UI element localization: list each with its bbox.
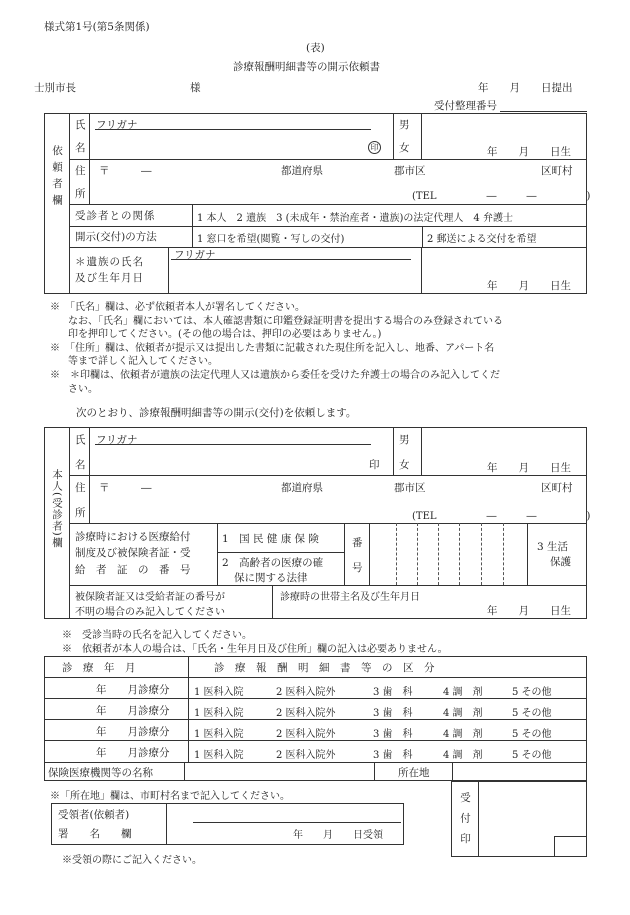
bottom-note: ※受領の際にご記入ください。 xyxy=(62,855,202,866)
stamp-small-box xyxy=(554,836,587,857)
method-option-counter[interactable]: 1 窓口を希望(閲覧・写しの交付) xyxy=(197,234,345,245)
name-label: 氏 xyxy=(75,119,86,131)
note-line: さい。 xyxy=(68,384,98,395)
receipt-number-label: 受付整理番号 xyxy=(434,100,497,112)
note-line: 印を押印してください。(その他の場合は、押印の必要はありません。) xyxy=(68,329,382,340)
option-dental[interactable]: 3 歯 科 xyxy=(373,708,413,719)
unknown-number-label: 被保険者証又は受給者証の番号が xyxy=(75,592,225,603)
option-dental[interactable]: 3 歯 科 xyxy=(373,729,413,740)
receiver-label: 署 名 欄 xyxy=(58,828,132,840)
phone-field[interactable]: (TEL ― ― ) xyxy=(412,511,591,522)
option-inpatient[interactable]: 1 医科入院 xyxy=(194,687,244,698)
receipt-date-field[interactable]: 年 月 日受領 xyxy=(293,830,383,841)
row-month[interactable]: 年 月診療分 xyxy=(96,747,170,759)
option-pharmacy[interactable]: 4 調 剤 xyxy=(443,729,483,740)
insurance-label: 給 者 証 の 番 号 xyxy=(75,564,191,576)
bereaved-furigana-field[interactable]: フリガナ xyxy=(174,249,216,261)
address-label: 所 xyxy=(75,188,86,200)
column-header-class: 診 療 報 酬 明 細 書 等 の 区 分 xyxy=(214,662,435,674)
note-line: ※ 「氏名」欄は、必ず依頼者本人が署名してください。 xyxy=(50,302,305,313)
option-dental[interactable]: 3 歯 科 xyxy=(373,687,413,698)
option-inpatient[interactable]: 1 医科入院 xyxy=(194,729,244,740)
receipt-number-line[interactable] xyxy=(500,111,587,112)
household-birth-field[interactable]: 年 月 日生 xyxy=(487,605,571,617)
submission-date[interactable]: 年 月 日提出 xyxy=(478,82,573,94)
option-outpatient[interactable]: 2 医科入院外 xyxy=(276,687,336,698)
address-label: 住 xyxy=(75,482,86,494)
address-label: 住 xyxy=(75,165,86,177)
prefecture-label: 都道府県 xyxy=(281,165,323,177)
city-label: 郡市区 xyxy=(394,165,426,177)
option-other[interactable]: 5 その他 xyxy=(512,729,552,740)
number-label: 番 xyxy=(352,537,363,549)
prefecture-label: 都道府県 xyxy=(281,482,323,494)
city-label: 郡市区 xyxy=(394,482,426,494)
note-line: なお、「氏名」欄においては、本人確認書類に印鑑登録証明書を提出する場合のみ登録されている xyxy=(68,316,503,327)
option-outpatient[interactable]: 2 医科入院外 xyxy=(276,729,336,740)
option-pharmacy[interactable]: 4 調 剤 xyxy=(443,687,483,698)
relation-options[interactable]: 1 本人 2 遺族 3 (未成年・禁治産者・遺族)の法定代理人 4 弁護士 xyxy=(197,213,513,224)
requester-furigana-field[interactable]: フリガナ xyxy=(96,119,138,131)
town-label: 区町村 xyxy=(541,165,573,177)
insurance-option-national[interactable]: 1 国 民 健 康 保 険 xyxy=(222,533,319,545)
bereaved-label: ＊遺族の氏名 xyxy=(75,256,144,268)
receiver-label: 受領者(依頼者) xyxy=(58,809,130,821)
row-month[interactable]: 年 月診療分 xyxy=(96,705,170,717)
phone-field[interactable]: (TEL ― ― ) xyxy=(412,191,591,202)
insurance-label: 制度及び被保険者証・受 xyxy=(75,547,191,559)
patient-furigana-field[interactable]: フリガナ xyxy=(96,434,138,446)
row-month[interactable]: 年 月診療分 xyxy=(96,684,170,696)
method-label: 開示(交付)の方法 xyxy=(75,231,157,243)
address-label: 所 xyxy=(75,507,86,519)
column-header-month: 診 療 年 月 xyxy=(62,662,136,674)
option-inpatient[interactable]: 1 医科入院 xyxy=(194,750,244,761)
name-label: 名 xyxy=(75,142,86,154)
note-line: ※ 「住所」欄は、依頼者が提示又は提出した書類に記載された現住所を記入し、地番、アパート名 xyxy=(50,343,495,354)
note-line: ※ 依頼者が本人の場合は、「氏名・生年月日及び住所」欄の記入は必要ありません。 xyxy=(62,644,448,655)
unknown-number-label: 不明の場合のみ記入してください xyxy=(75,607,225,618)
insurance-option-elderly[interactable]: 保に関する法律 xyxy=(234,572,308,584)
note-line: ※ 受診当時の氏名を記入してください。 xyxy=(62,630,252,641)
option-dental[interactable]: 3 歯 科 xyxy=(373,750,413,761)
option-outpatient[interactable]: 2 医科入院外 xyxy=(276,708,336,719)
gender-male[interactable]: 男 xyxy=(399,434,410,446)
detail-table xyxy=(44,656,587,781)
number-label: 号 xyxy=(352,562,363,574)
name-label: 名 xyxy=(75,459,86,471)
addressee: 士別市長 xyxy=(34,82,76,94)
welfare-option[interactable]: 3 生活 xyxy=(537,541,569,553)
town-label: 区町村 xyxy=(541,482,573,494)
request-sentence: 次のとおり、診療報酬明細書等の開示(交付)を依頼します。 xyxy=(76,407,357,419)
form-number: 様式第1号(第5条関係) xyxy=(44,21,150,33)
gender-female[interactable]: 女 xyxy=(399,459,410,471)
seal-icon: 印 xyxy=(368,141,381,154)
requester-table xyxy=(44,113,591,294)
option-pharmacy[interactable]: 4 調 剤 xyxy=(443,708,483,719)
location-label: 所在地 xyxy=(398,767,430,779)
gender-male[interactable]: 男 xyxy=(399,119,410,131)
option-other[interactable]: 5 その他 xyxy=(512,687,552,698)
requester-section-label: 依頼者欄 xyxy=(51,145,63,211)
option-pharmacy[interactable]: 4 調 剤 xyxy=(443,750,483,761)
seal-label: 印 xyxy=(369,459,380,471)
note-line: ※ ＊印欄は、依頼者が遺族の法定代理人又は遺族から委任を受けた弁護士の場合のみ記入してくだ xyxy=(50,370,500,381)
method-option-mail[interactable]: 2 郵送による交付を希望 xyxy=(427,234,537,245)
reception-stamp-label: 受付印 xyxy=(459,792,471,854)
bereaved-label: 及び生年月日 xyxy=(75,272,144,284)
option-other[interactable]: 5 その他 xyxy=(512,708,552,719)
postal-code-field[interactable]: 〒 ― xyxy=(99,482,152,494)
gender-female[interactable]: 女 xyxy=(399,142,410,154)
page-title: 診療報酬明細書等の開示依頼書 xyxy=(233,61,380,73)
insurance-label: 診療時における医療給付 xyxy=(75,531,191,543)
insurance-option-elderly[interactable]: 2 高齢者の医療の確 xyxy=(222,557,324,569)
addressee-suffix: 様 xyxy=(190,82,201,94)
postal-code-field[interactable]: 〒 ― xyxy=(99,165,152,177)
bereaved-birth-field[interactable]: 年 月 日生 xyxy=(487,280,571,292)
relation-label: 受診者との関係 xyxy=(75,210,156,222)
option-other[interactable]: 5 その他 xyxy=(512,750,552,761)
note-line: 等まで詳しく記入してください。 xyxy=(68,356,218,367)
option-outpatient[interactable]: 2 医科入院外 xyxy=(276,750,336,761)
patient-birth-field[interactable]: 年 月 日生 xyxy=(487,462,571,474)
form-side: (表) xyxy=(306,42,325,54)
household-label: 診療時の世帯主名及び生年月日 xyxy=(280,592,420,603)
institution-label: 保険医療機関等の名称 xyxy=(48,767,153,779)
requester-birth-field[interactable]: 年 月 日生 xyxy=(487,146,571,158)
patient-section-label: 本人(受診者)欄 xyxy=(51,469,63,549)
welfare-option[interactable]: 保護 xyxy=(550,556,571,568)
option-inpatient[interactable]: 1 医科入院 xyxy=(194,708,244,719)
location-note: ※「所在地」欄は、市町村名まで記入してください。 xyxy=(50,791,290,802)
patient-table xyxy=(44,427,591,619)
name-label: 氏 xyxy=(75,434,86,446)
row-month[interactable]: 年 月診療分 xyxy=(96,726,170,738)
